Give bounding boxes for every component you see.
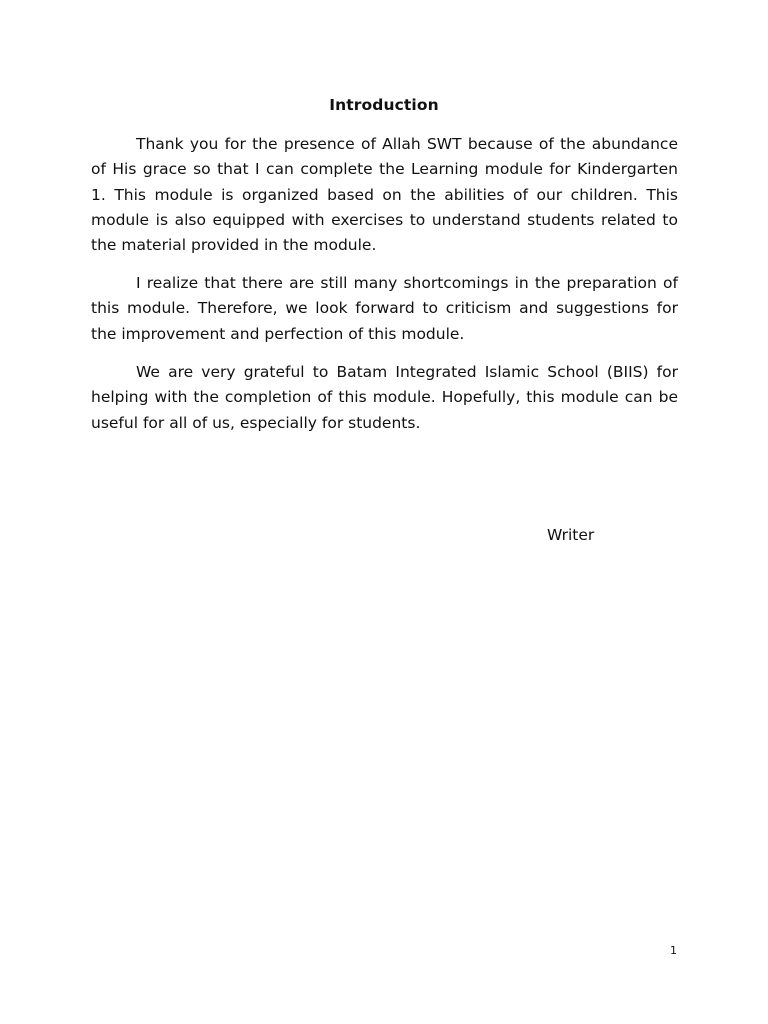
paragraph-1: Thank you for the presence of Allah SWT because of the abundance of His grace so that I can complete the Learning module for Kindergarten 1. This module is organized based on the abilities of our children. This module is also equipped with exercises to understand students related to the material provided in the module.: [91, 135, 678, 255]
page-title: Introduction: [329, 96, 439, 114]
signature-writer: Writer: [547, 526, 595, 544]
paragraph-3: We are very grateful to Batam Integrated Islamic School (BIIS) for helping with the completion of this module. Hopefully, this module can be useful for all of us, especially for students.: [91, 363, 678, 432]
page-number: 1: [670, 944, 677, 957]
paragraph-2: I realize that there are still many shortcomings in the preparation of this module. Therefore, we look forward to criticism and suggestions for the improvement and perfection of this module.: [91, 274, 678, 343]
